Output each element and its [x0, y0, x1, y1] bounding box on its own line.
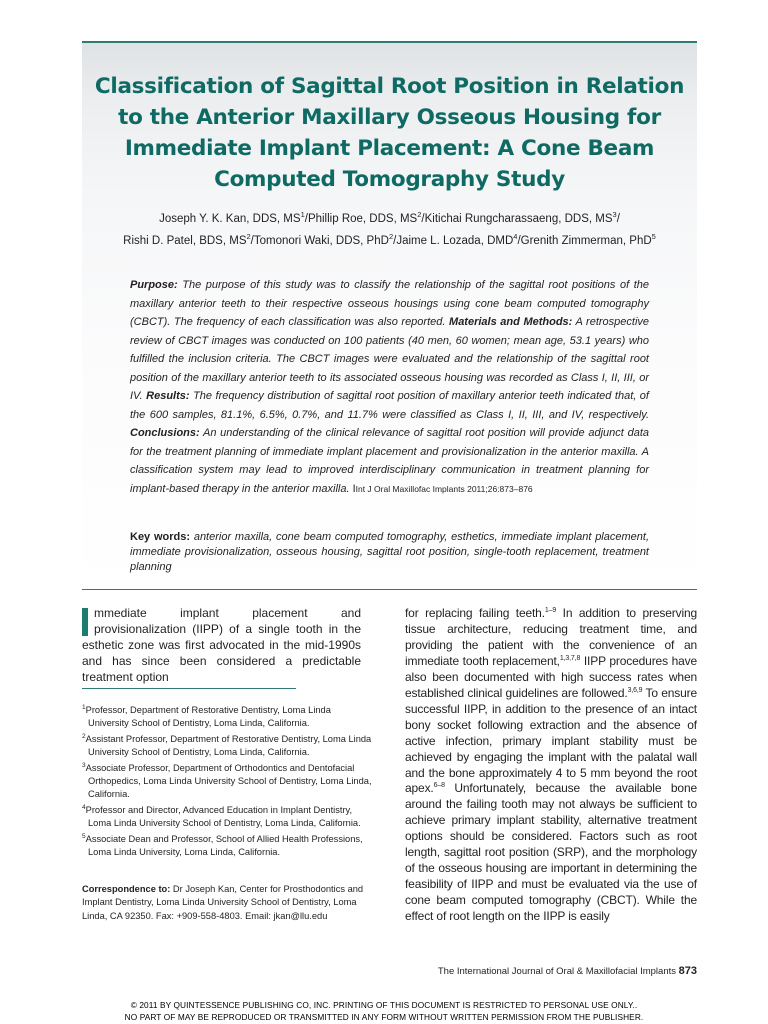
abstract-methods-label: Materials and Methods: — [449, 316, 573, 328]
footnote-item — [82, 801, 372, 830]
author-separator: / — [250, 234, 254, 247]
citation-reference: 1,3,7,8 — [559, 654, 581, 662]
author-line-1 — [159, 210, 620, 225]
correspondence-label: Correspondence to: — [82, 884, 171, 894]
footnote-text: Professor and Director, Advanced Education in Implant Dentistry, Loma Linda University School of Dentistry, Loma Linda, California. — [85, 805, 361, 829]
abstract-results: The frequency distribution of sagittal root position of maxillary anterior teeth indicated that, of the 600 samples, 81.1%, 6.5%, 0.7%, and 11.7% were classified as Class I, II, III, and IV, respectively. — [130, 390, 649, 421]
footnote-number: 4 — [82, 804, 86, 812]
correspondence — [82, 883, 372, 923]
footnote-text: Professor, Department of Restorative Dentistry, Loma Linda University School of Dentistry, Loma Linda, California. — [85, 705, 331, 729]
copyright-line-1: © 2011 BY QUINTESSENCE PUBLISHING CO, INC. PRINTING OF THIS DOCUMENT IS RESTRICTED TO PERSONAL USE ONLY.. — [130, 1000, 638, 1010]
author-affiliation-number: 5 — [651, 231, 656, 241]
author-affiliation-number: 2 — [417, 210, 422, 219]
article-title: Classification of Sagittal Root Position in Relation to the Anterior Maxillary Osseous Housing for Immediate Implant Placement: A Cone Beam Computed Tomography Study — [94, 74, 685, 192]
author-affiliation-number: 3 — [612, 210, 617, 219]
author-separator: / — [304, 212, 308, 225]
author-separator: / — [616, 212, 620, 225]
abstract-methods: A retrospective review of CBCT images was conducted on 100 patients (40 men, 60 women; mean age, 53.1 years) who fulfilled the inclusion criteria. The CBCT images were evaluated and the relationship of the sagittal root position of the maxillary anterior teeth to its associated osseous housing was recorded as Class I, II, III, or IV. — [130, 316, 650, 402]
author-name: Rishi D. Patel, BDS, MS — [123, 234, 247, 247]
author-line-2 — [123, 231, 656, 247]
footnote-number: 3 — [82, 762, 86, 770]
author-separator: / — [421, 212, 425, 225]
footnote-number: 2 — [82, 733, 86, 741]
keywords-label: Key words: — [130, 531, 191, 543]
copyright-line-2: NO PART OF MAY BE REPRODUCED OR TRANSMITTED IN ANY FORM WITHOUT WRITTEN PERMISSION FROM THE PUBLISHER. — [124, 1012, 644, 1022]
citation-reference: 3,6,9 — [627, 686, 643, 694]
author-name: Phillip Roe, DDS, MS — [307, 212, 418, 225]
body-text-segment: In addition to preserving tissue architecture, reducing treatment time, and providing the patient with the convenience of an immediate tooth replacement, — [405, 606, 698, 668]
author-name: Jaime L. Lozada, DMD — [396, 234, 514, 247]
abstract-purpose: The purpose of this study was to classify the relationship of the sagittal root positions of the maxillary anterior teeth to their respective osseous housings using cone beam computed tomography (CBCT). The frequency of each classification was also reported. — [130, 279, 649, 328]
section-rule — [82, 589, 697, 590]
footnote-item — [82, 701, 372, 730]
page-footer — [438, 965, 697, 977]
author-name: Kitichai Rungcharassaeng, DDS, MS — [424, 212, 613, 225]
footnote-number: 1 — [82, 704, 86, 711]
body-text-segment: IIPP procedures have also been documented with high success rates when established clinical guidelines are followed. — [405, 653, 697, 700]
top-rule — [82, 41, 697, 43]
abstract-conclusions: An understanding of the clinical relevance of sagittal root position will provide adjunct data for the treatment planning of immediate implant placement and provisionalization in the anterior maxilla. A classification system may lead to improved interdisciplinary communication in treatment planning for implant-based therapy in the anterior maxilla. — [130, 427, 649, 495]
abstract-conclusions-label: Conclusions: — [130, 427, 200, 439]
footnote-text: Associate Dean and Professor, School of Allied Health Professions, Loma Linda University, Loma Linda, California. — [85, 834, 363, 858]
author-name: Tomonori Waki, DDS, PhD — [253, 234, 389, 247]
body-text-segment: To ensure successful IIPP, in addition to the presence of an intact bony socket following extraction and the absence of active infection, primary implant stability must be achieved by engaging the implant with the palatal wall and the bone approximately 4 to 5 mm beyond the root apex. — [405, 685, 697, 796]
affiliation-footnotes — [82, 701, 372, 859]
correspondence-text: Dr Joseph Kan, Center for Prosthodontics and Implant Dentistry, Loma Linda University School of Dentistry, Loma Linda, CA 92350. Fax: +909-558-4803. Email: jkan@llu.edu — [82, 884, 364, 921]
footnote-rule — [82, 688, 296, 689]
body-text-segment: Unfortunately, because the available bone around the failing tooth may not always be sufficient to achieve primary implant stability, alternative treatment options should be considered. Factors such as root length, sagittal root position (SRP), and the morphology of the osseous housing are important in determining the feasibility of IIPP and must be evaluated via the use of cone beam computed tomography (CBCT). While the effect of root length on the IIPP is easily — [405, 781, 697, 924]
keywords-text: anterior maxilla, cone beam computed tomography, esthetics, immediate implant placement, immediate provisionalization, osseous housing, sagittal root position, single-tooth replacement, treatment planning — [130, 531, 649, 573]
body-column-right — [405, 606, 697, 925]
author-separator: / — [393, 234, 397, 247]
keywords — [130, 530, 649, 575]
footnote-item — [82, 759, 372, 801]
journal-name: The International Journal of Oral & Maxillofacial Implants — [437, 966, 676, 977]
abstract-citation: IInt J Oral Maxillofac Implants 2011;26:873–876 — [352, 482, 533, 495]
drop-cap-bar — [82, 608, 88, 636]
copyright-notice — [0, 999, 768, 1023]
author-list — [82, 206, 697, 250]
author-name: Grenith Zimmerman, PhD — [520, 234, 652, 247]
citation-reference: 1–9 — [544, 607, 557, 614]
abstract-results-label: Results: — [146, 390, 190, 402]
author-affiliation-number: 1 — [300, 210, 305, 219]
author-affiliation-number: 2 — [388, 231, 394, 241]
author-name: Joseph Y. K. Kan, DDS, MS — [159, 212, 301, 225]
footnote-text: Associate Professor, Department of Orthodontics and Dentofacial Orthopedics, Loma Linda University School of Dentistry, Loma Linda, California. — [85, 763, 372, 800]
page-number: 873 — [678, 965, 697, 977]
footnote-item — [82, 830, 372, 859]
author-affiliation-number: 4 — [513, 231, 518, 241]
citation-reference: 6–8 — [433, 782, 445, 790]
body-text-segment: for replacing failing teeth. — [405, 606, 545, 620]
citation-text: Int J Oral Maxillofac Implants 2011;26:873–876 — [355, 483, 533, 494]
footnote-text: Assistant Professor, Department of Restorative Dentistry, Loma Linda University School of Dentistry, Loma Linda, California. — [85, 734, 372, 758]
abstract — [130, 276, 649, 498]
author-separator: / — [517, 234, 521, 247]
abstract-purpose-label: Purpose: — [130, 279, 178, 291]
footnote-item — [82, 730, 372, 759]
author-affiliation-number: 2 — [246, 231, 251, 241]
footnote-number: 5 — [82, 833, 86, 841]
body-column-left — [82, 606, 361, 686]
body-left-text: mmediate implant placement and provisionalization (IIPP) of a single tooth in the esthetic zone was first advocated in the mid-1990s and has since been considered a predictable treatment option — [82, 606, 361, 684]
